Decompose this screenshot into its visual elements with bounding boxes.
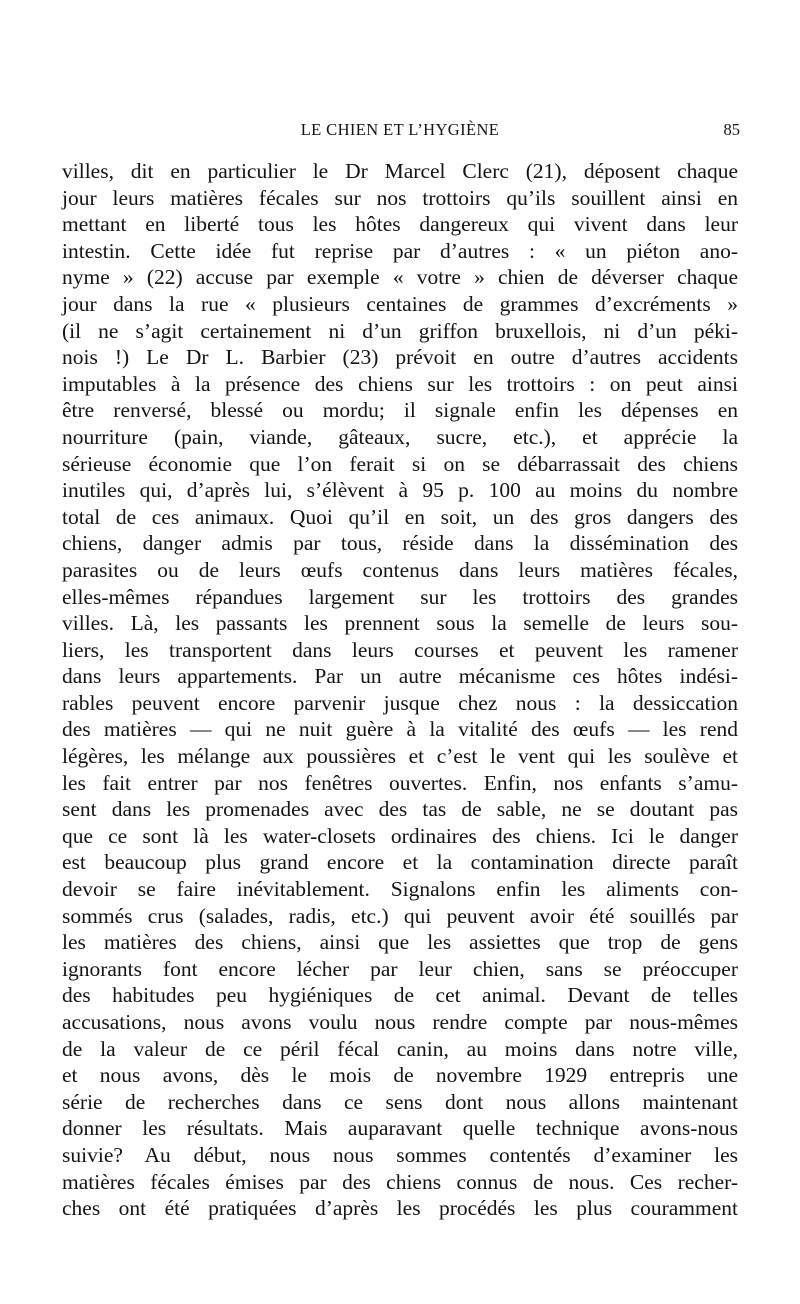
text-line: de la valeur de ce péril fécal canin, au moins dans notre ville, (62, 1036, 738, 1061)
text-line: ches ont été pratiquées d’après les procédés les plus couramment (62, 1196, 738, 1221)
text-line: sérieuse économie que l’on ferait si on se débarrassait des chiens (62, 451, 738, 476)
text-line: liers, les transportent dans leurs courses et peuvent les ramener (62, 637, 738, 662)
text-line: villes, dit en particulier le Dr Marcel Clerc (21), déposent chaque (62, 159, 738, 183)
text-line: sent dans les promenades avec des tas de sable, ne se doutant pas (62, 797, 738, 822)
body-paragraph (62, 158, 738, 1222)
text-line: rables peuvent encore parvenir jusque chez nous : la dessiccation (62, 690, 738, 715)
text-line: dans leurs appartements. Par un autre mécanisme ces hôtes indési- (62, 664, 738, 689)
page-number: 85 (723, 120, 740, 139)
text-line: chiens, danger admis par tous, réside dans la dissémination des (62, 531, 738, 556)
text-line: accusations, nous avons voulu nous rendre compte par nous-mêmes (62, 1010, 738, 1034)
text-line: jour dans la rue « plusieurs centaines de grammes d’excréments » (62, 291, 738, 316)
text-line: sommés crus (salades, radis, etc.) qui peuvent avoir été souillés par (62, 903, 738, 928)
text-line: villes. Là, les passants les prennent sous la semelle de leurs sou- (62, 611, 738, 636)
text-line: jour leurs matières fécales sur nos trottoirs qu’ils souillent ainsi en (62, 185, 738, 210)
text-line: être renversé, blessé ou mordu; il signale enfin les dépenses en (62, 398, 738, 423)
text-line: des habitudes peu hygiéniques de cet animal. Devant de telles (62, 983, 738, 1008)
text-line: imputables à la présence des chiens sur les trottoirs : on peut ainsi (62, 371, 738, 396)
text-line: devoir se faire inévitablement. Signalons enfin les aliments con- (62, 877, 738, 902)
text-line: elles-mêmes répandues largement sur les trottoirs des grandes (62, 584, 738, 609)
text-line: mettant en liberté tous les hôtes dangereux qui vivent dans leur (62, 212, 738, 237)
text-line: parasites ou de leurs œufs contenus dans leurs matières fécales, (62, 557, 738, 582)
text-line: matières fécales émises par des chiens connus de nous. Ces recher- (62, 1169, 738, 1194)
text-line: les fait entrer par nos fenêtres ouvertes. Enfin, nos enfants s’amu- (62, 770, 738, 795)
text-line: des matières — qui ne nuit guère à la vitalité des œufs — les rend (62, 717, 738, 742)
text-line: donner les résultats. Mais auparavant quelle technique avons-nous (62, 1116, 738, 1141)
text-line: est beaucoup plus grand encore et la contamination directe paraît (62, 850, 738, 875)
text-line: (il ne s’agit certainement ni d’un griffon bruxellois, ni d’un péki- (62, 318, 738, 343)
text-line: ignorants font encore lécher par leur chien, sans se préoccuper (62, 956, 738, 981)
text-line: suivie? Au début, nous nous sommes contentés d’examiner les (62, 1142, 738, 1167)
text-line: nois !) Le Dr L. Barbier (23) prévoit en outre d’autres accidents (62, 345, 738, 370)
text-line: inutiles qui, d’après lui, s’élèvent à 95 p. 100 au moins du nombre (62, 478, 738, 503)
text-line: et nous avons, dès le mois de novembre 1929 entrepris une (62, 1063, 738, 1088)
text-line: intestin. Cette idée fut reprise par d’autres : « un piéton ano- (62, 238, 738, 263)
running-title: LE CHIEN ET L’HYGIÈNE (300, 120, 500, 139)
text-line: nourriture (pain, viande, gâteaux, sucre, etc.), et apprécie la (62, 424, 738, 449)
text-line: les matières des chiens, ainsi que les assiettes que trop de gens (62, 930, 738, 955)
text-line: légères, les mélange aux poussières et c’est le vent qui les soulève et (62, 744, 738, 769)
text-line: total de ces animaux. Quoi qu’il en soit, un des gros dangers des (62, 504, 738, 529)
text-line: série de recherches dans ce sens dont nous allons maintenant (62, 1089, 738, 1114)
text-line: nyme » (22) accuse par exemple « votre » chien de déverser chaque (62, 265, 738, 290)
text-line: que ce sont là les water-closets ordinaires des chiens. Ici le danger (62, 823, 738, 848)
running-header (60, 120, 740, 142)
